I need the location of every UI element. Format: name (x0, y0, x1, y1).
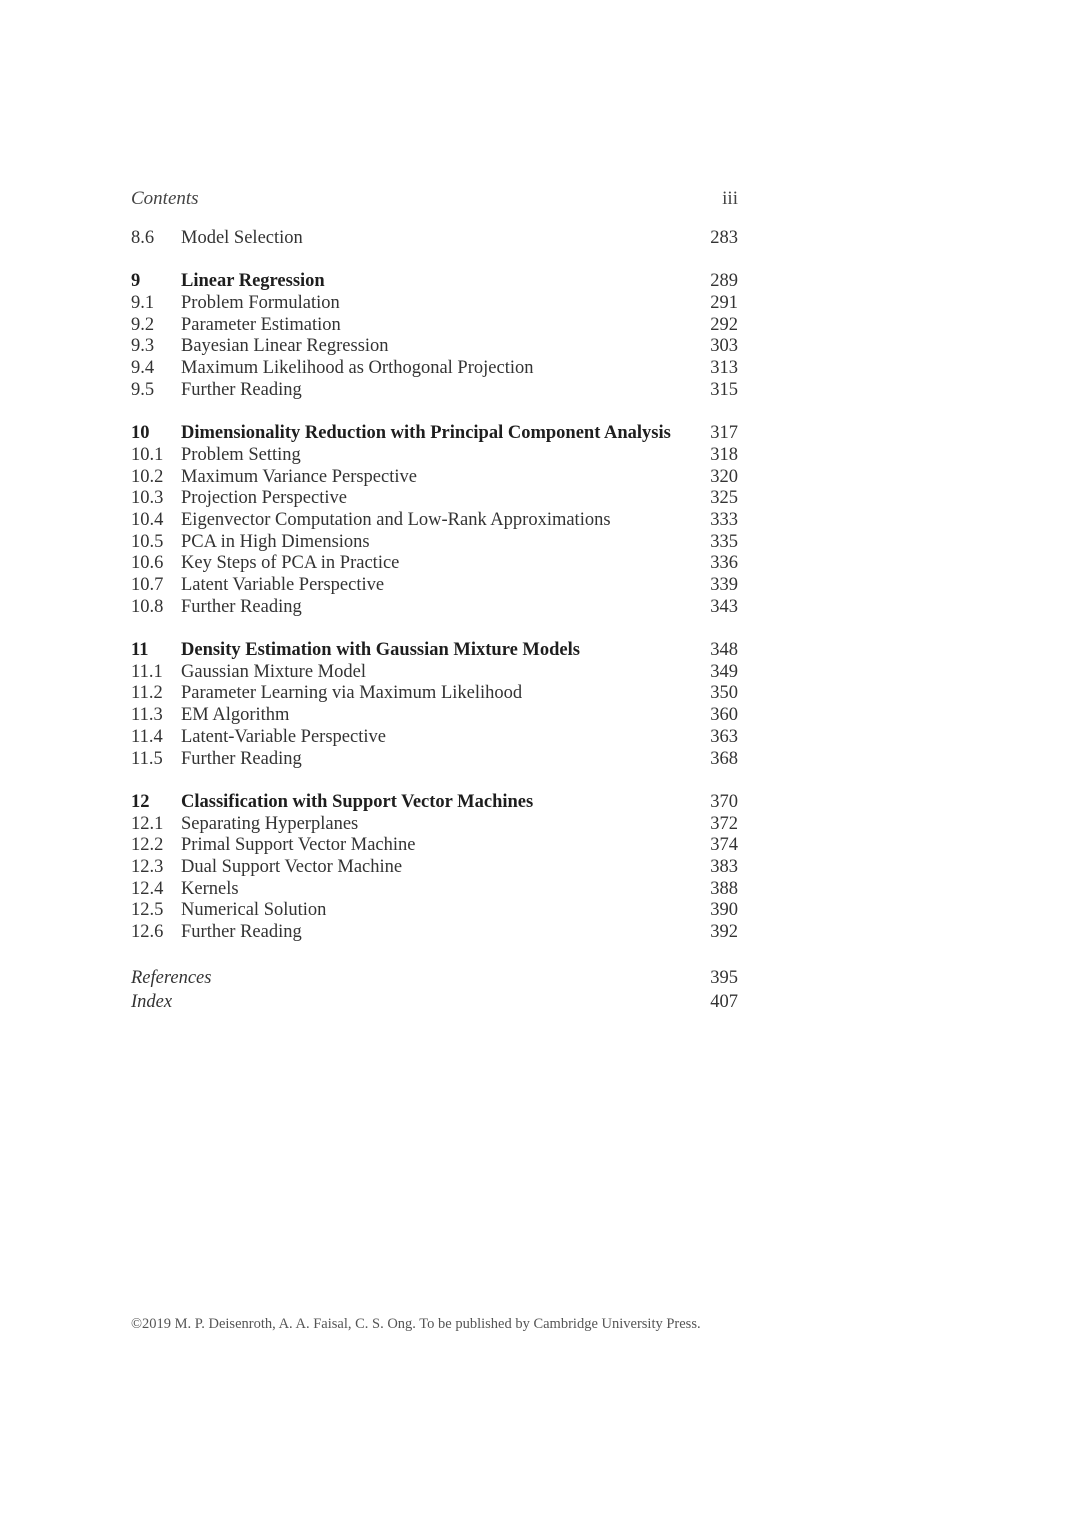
toc-entry-page: 325 (710, 488, 738, 509)
back-matter-label: References (131, 968, 212, 988)
toc-entry-title: Model Selection (181, 228, 303, 248)
toc-entry-title: PCA in High Dimensions (181, 531, 370, 552)
toc-entry-page: 390 (710, 900, 738, 921)
toc-entry-number: 12.5 (131, 900, 164, 921)
toc-entry-page: 318 (710, 444, 738, 465)
toc-section-entry[interactable] (131, 293, 738, 315)
toc-entry-number: 10.5 (131, 531, 164, 552)
toc-entry-number: 10.8 (131, 596, 164, 617)
toc-entry-number: 9.3 (131, 336, 155, 357)
section-gap (131, 402, 738, 424)
toc-entry-number: 12.1 (131, 813, 164, 834)
toc-entry-title: Key Steps of PCA in Practice (181, 553, 400, 574)
toc-section-entry[interactable] (131, 835, 738, 857)
toc-section-entry[interactable] (131, 380, 738, 402)
toc-entry-title: Separating Hyperplanes (181, 813, 359, 834)
toc-chapter-entry[interactable] (131, 792, 738, 814)
toc-entry-number: 8.6 (131, 228, 155, 248)
toc-entry-title: Latent Variable Perspective (181, 575, 385, 595)
toc-entry-page: 335 (710, 531, 738, 552)
toc-entry-page: 348 (710, 640, 738, 661)
toc-section-entry[interactable] (131, 900, 738, 922)
toc-entry-number: 9.2 (131, 314, 155, 335)
toc-entry-page: 349 (710, 661, 738, 682)
toc-entry-page: 317 (710, 423, 738, 444)
toc-entry-title: Gaussian Mixture Model (181, 661, 366, 682)
toc-entry-page: 339 (710, 575, 738, 595)
toc-entry-number: 10.2 (131, 466, 164, 487)
toc-section-entry[interactable] (131, 814, 738, 836)
toc-entry-number: 12.6 (131, 922, 164, 942)
toc-entry-title: Maximum Variance Perspective (181, 466, 417, 487)
toc-entry-page: 333 (710, 509, 738, 530)
toc-chapter-entry[interactable] (131, 271, 738, 293)
toc-entry-title: Parameter Learning via Maximum Likelihood (181, 683, 523, 704)
toc-entry-number: 11.5 (131, 748, 163, 769)
toc-entry-title: Further Reading (181, 379, 302, 400)
toc-entry-page: 370 (710, 791, 738, 812)
toc-section-entry[interactable] (131, 727, 738, 749)
toc-section-entry[interactable] (131, 467, 738, 489)
toc-section-entry[interactable] (131, 488, 738, 510)
toc-entry-page: 313 (710, 358, 738, 379)
toc-entry-page: 315 (710, 379, 738, 400)
toc-section-entry[interactable] (131, 445, 738, 467)
toc-chapter-entry[interactable] (131, 423, 738, 445)
toc-entry-title: Maximum Likelihood as Orthogonal Projection (181, 358, 534, 379)
toc-entry-number: 12.3 (131, 856, 164, 877)
toc-entry-page: 392 (710, 922, 738, 942)
section-gap (131, 618, 738, 640)
section-gap (131, 770, 738, 792)
toc-section-entry[interactable] (131, 857, 738, 879)
back-matter-label: Index (131, 991, 173, 1012)
toc-entry-page: 372 (710, 813, 738, 834)
toc-entry-title: Projection Perspective (181, 488, 347, 509)
toc-entry-title: Eigenvector Computation and Low-Rank Approximations (181, 509, 611, 530)
copyright-footer: ©2019 M. P. Deisenroth, A. A. Faisal, C. S. Ong. To be published by Cambridge University Press. (131, 1316, 701, 1332)
toc-entry-page: 336 (710, 553, 738, 574)
toc-chapter-entry[interactable] (131, 640, 738, 662)
toc-section-entry[interactable] (131, 358, 738, 380)
toc-entry-title: Problem Formulation (181, 293, 340, 314)
toc-section-entry[interactable] (131, 749, 738, 771)
toc-entry-title: Further Reading (181, 922, 302, 942)
toc-entry-number: 10.7 (131, 575, 164, 595)
toc-entry-title: Kernels (181, 878, 239, 899)
page-number: iii (722, 188, 738, 209)
back-matter-page: 395 (710, 968, 738, 988)
toc-entry-title: Latent-Variable Perspective (181, 726, 386, 747)
toc-entry-title: Further Reading (181, 596, 302, 617)
toc-entry-title: Further Reading (181, 748, 302, 769)
toc-entry-page: 343 (710, 596, 738, 617)
toc-section-entry[interactable] (131, 228, 738, 250)
toc-entry-title: Problem Setting (181, 444, 301, 465)
toc-section-entry[interactable] (131, 553, 738, 575)
toc-entry-page: 350 (710, 683, 738, 704)
toc-entry-title: Bayesian Linear Regression (181, 336, 389, 357)
toc-section-entry[interactable] (131, 879, 738, 901)
toc-entry-page: 360 (710, 705, 738, 726)
toc-section-entry[interactable] (131, 662, 738, 684)
toc-section-entry[interactable] (131, 315, 738, 337)
toc-entry-number: 11.3 (131, 705, 163, 726)
toc-entry-number: 12 (131, 791, 150, 812)
toc-entry-number: 10.1 (131, 444, 164, 465)
toc-entry-title: Dimensionality Reduction with Principal Component Analysis (181, 423, 671, 444)
toc-entry-title: Classification with Support Vector Machines (181, 791, 534, 812)
toc-section-entry[interactable] (131, 922, 738, 944)
back-matter-list (131, 967, 738, 1014)
page-header (131, 188, 738, 214)
toc-entry-number: 11.4 (131, 726, 163, 747)
toc-entry-page: 292 (710, 314, 738, 335)
toc-entry-page: 388 (710, 878, 738, 899)
toc-entry-number: 10 (131, 423, 150, 444)
toc-entry-page: 368 (710, 748, 738, 769)
toc-entry-number: 10.3 (131, 488, 164, 509)
toc-entry-page: 289 (710, 271, 738, 292)
toc-section-entry[interactable] (131, 336, 738, 358)
toc-entry-page: 363 (710, 726, 738, 747)
toc-entry-number: 11 (131, 640, 149, 661)
toc-entry-page: 374 (710, 835, 738, 856)
toc-entry-page: 383 (710, 856, 738, 877)
table-of-contents (131, 228, 738, 944)
toc-entry-number: 11.2 (131, 683, 163, 704)
toc-entry-title: Dual Support Vector Machine (181, 856, 403, 877)
toc-entry-number: 12.4 (131, 878, 164, 899)
toc-entry-number: 10.6 (131, 553, 164, 574)
running-title: Contents (131, 188, 199, 209)
section-gap (131, 250, 738, 272)
back-matter-entry[interactable] (131, 991, 738, 1015)
toc-entry-title: EM Algorithm (181, 705, 290, 726)
toc-entry-title: Numerical Solution (181, 900, 327, 921)
toc-section-entry[interactable] (131, 575, 738, 597)
back-matter-page: 407 (710, 991, 738, 1012)
toc-entry-number: 9.4 (131, 358, 155, 379)
toc-entry-page: 303 (710, 336, 738, 357)
toc-entry-title: Parameter Estimation (181, 314, 341, 335)
toc-entry-title: Linear Regression (181, 271, 325, 292)
back-matter-entry[interactable] (131, 967, 738, 991)
toc-entry-page: 283 (710, 228, 738, 248)
toc-section-entry[interactable] (131, 510, 738, 532)
toc-entry-number: 12.2 (131, 835, 164, 856)
toc-entry-number: 9.5 (131, 379, 155, 400)
toc-entry-page: 291 (710, 293, 738, 314)
toc-entry-number: 9 (131, 271, 141, 292)
toc-section-entry[interactable] (131, 532, 738, 554)
toc-entry-page: 320 (710, 466, 738, 487)
toc-section-entry[interactable] (131, 683, 738, 705)
toc-entry-number: 11.1 (131, 661, 163, 682)
toc-entry-number: 10.4 (131, 509, 164, 530)
toc-section-entry[interactable] (131, 597, 738, 619)
toc-entry-title: Density Estimation with Gaussian Mixture Models (181, 640, 580, 661)
toc-entry-number: 9.1 (131, 293, 155, 314)
toc-section-entry[interactable] (131, 705, 738, 727)
toc-entry-title: Primal Support Vector Machine (181, 835, 416, 856)
